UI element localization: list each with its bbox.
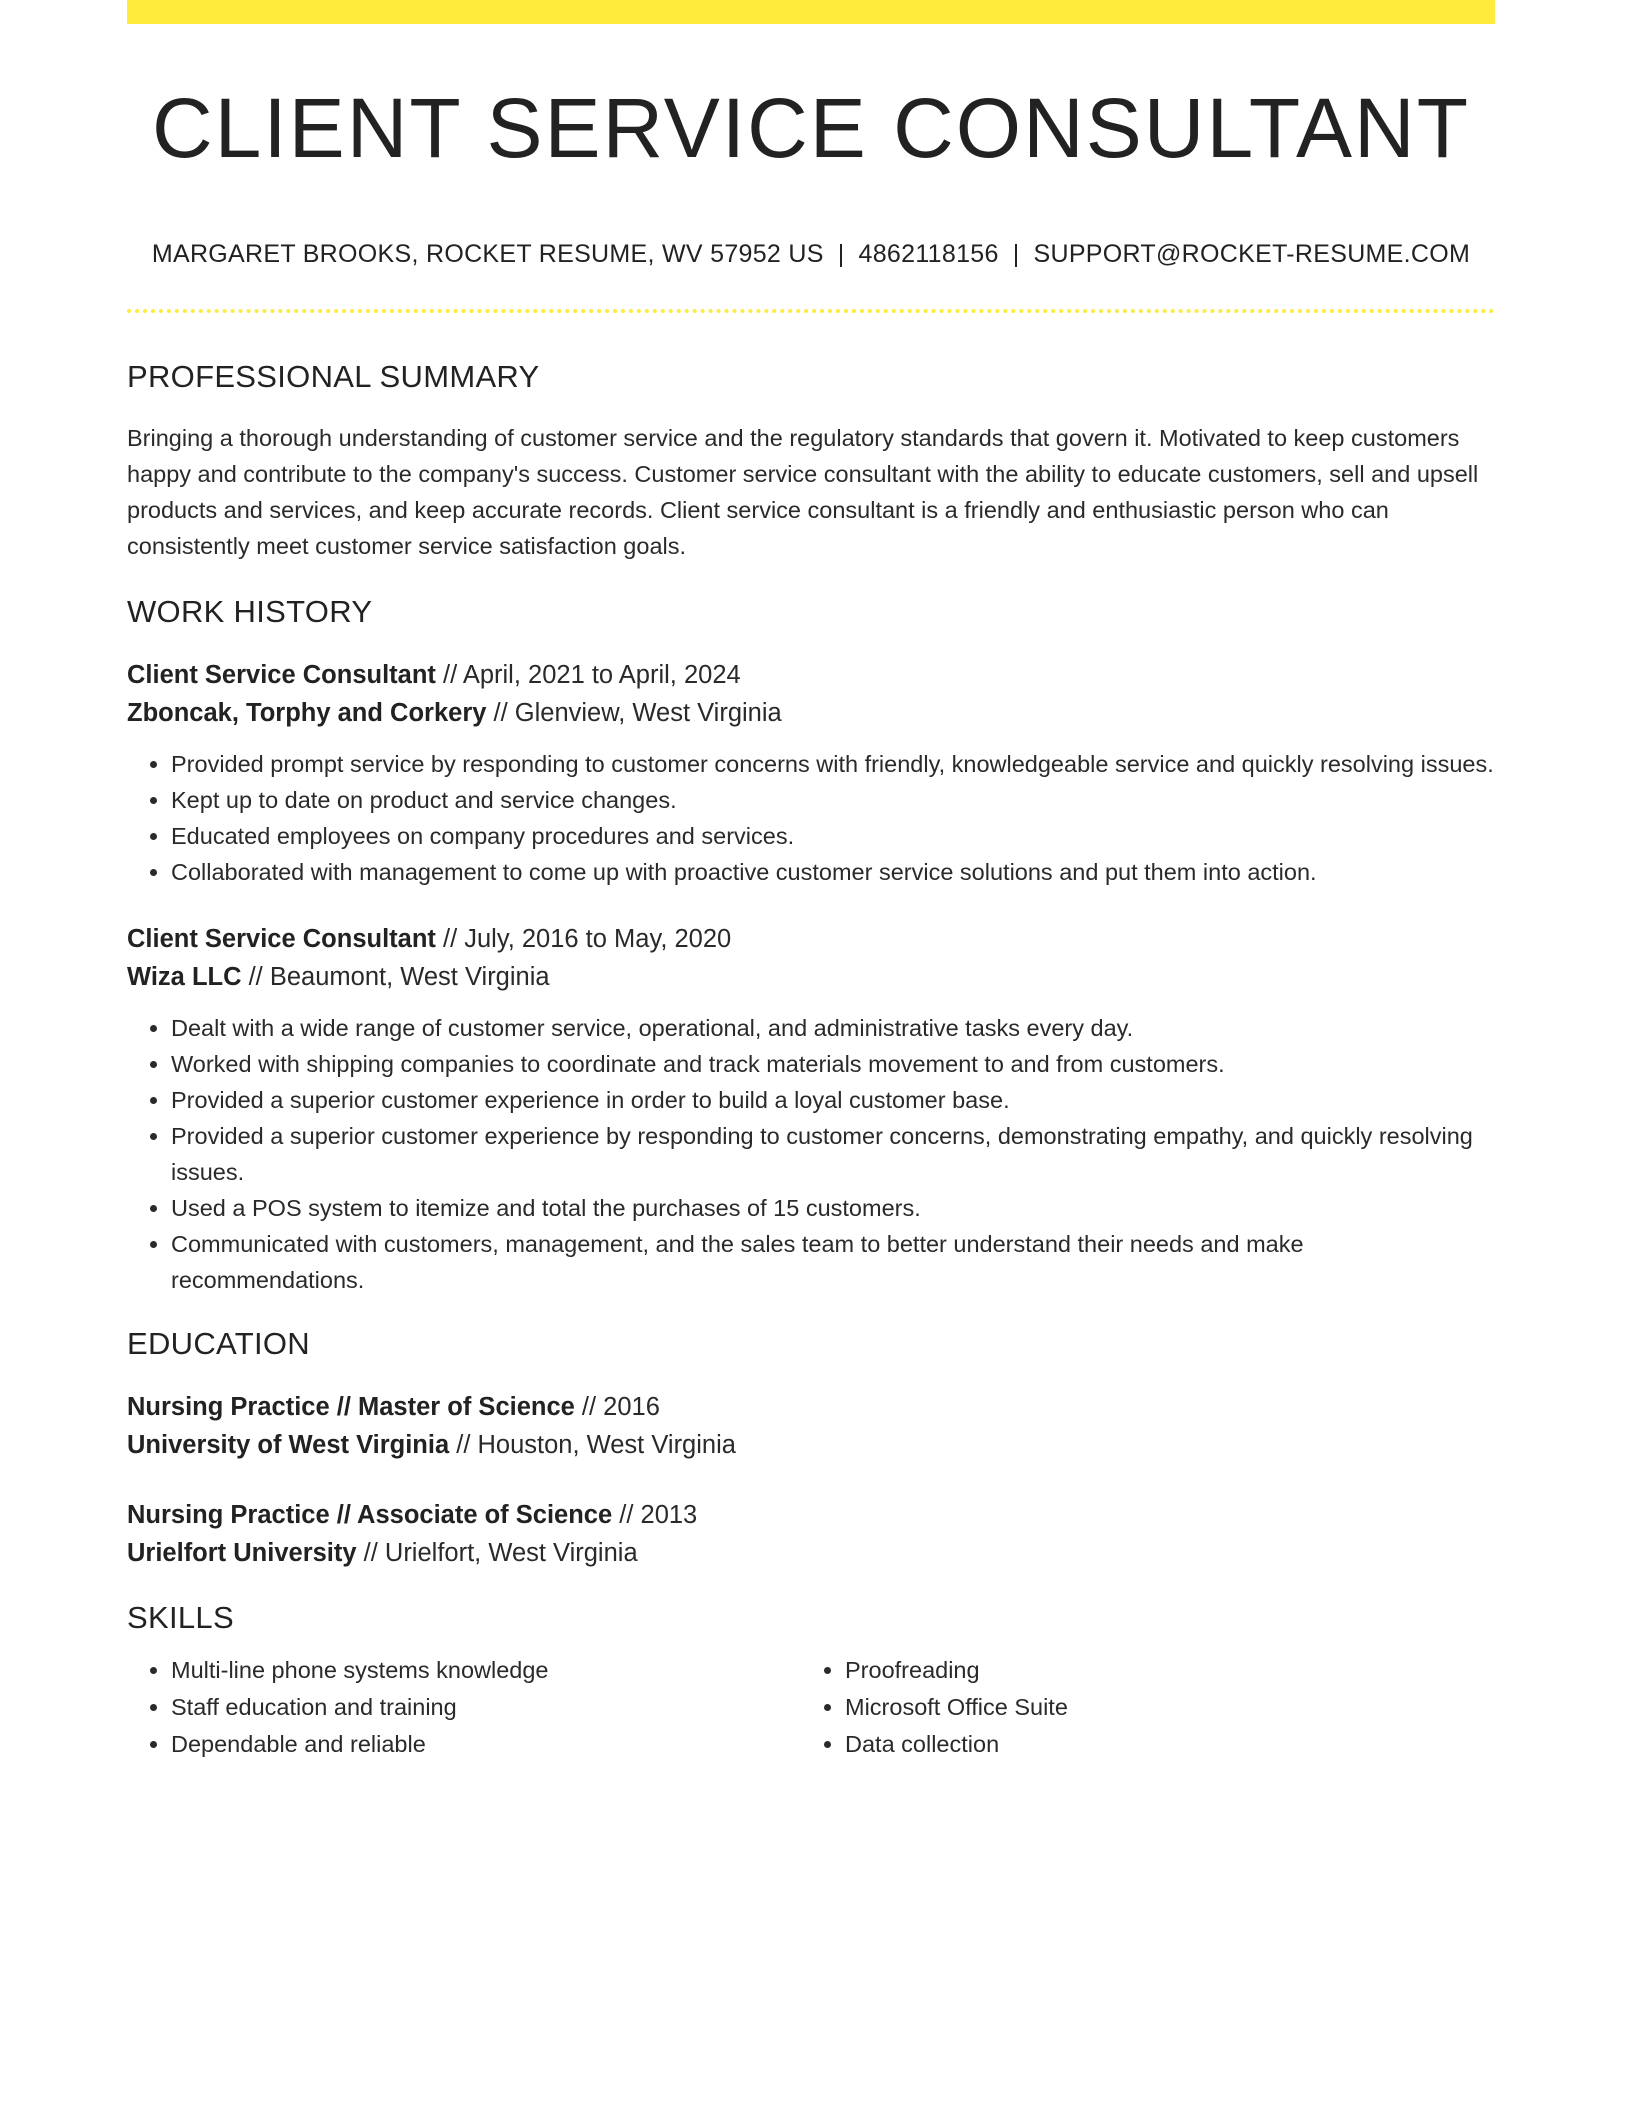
degree-line	[127, 1496, 1495, 1534]
list-item: • Proofreading	[845, 1652, 1475, 1689]
list-item: • Provided a superior customer experience in order to build a loyal customer base.	[171, 1082, 1495, 1118]
school-location: // Houston, West Virginia	[449, 1431, 736, 1459]
job-dates: // July, 2016 to May, 2020	[435, 925, 732, 953]
list-item: • Used a POS system to itemize and total the purchases of 15 customers.	[171, 1190, 1495, 1226]
job-dates: // April, 2021 to April, 2024	[435, 661, 741, 689]
skills-list	[127, 1652, 1495, 1763]
job-title-line	[127, 656, 1495, 694]
degree-year: // 2016	[574, 1393, 660, 1421]
skills-column-left	[127, 1652, 801, 1763]
degree-line	[127, 1388, 1495, 1426]
education-entry	[127, 1496, 1495, 1572]
education-heading: EDUCATION	[127, 1326, 310, 1361]
list-item: • Dealt with a wide range of customer service, operational, and administrative tasks every day.	[171, 1010, 1495, 1046]
school-line	[127, 1426, 1495, 1464]
job-location: // Beaumont, West Virginia	[241, 963, 550, 991]
job-title: Client Service Consultant	[127, 661, 436, 689]
job-bullets	[127, 746, 1495, 890]
list-item: • Kept up to date on product and service changes.	[171, 782, 1495, 818]
job-bullets	[127, 1010, 1495, 1298]
summary-text: Bringing a thorough understanding of customer service and the regulatory standards that govern it. Motivated to keep customers happy and contribute to the company's success. Customer service consultant with the ability to educate customers, sell and upsell products and services, and keep accurate records. Client service consultant is a friendly and enthusiastic person who can consistently meet customer service satisfaction goals.	[127, 425, 1479, 559]
school: Urielfort University	[127, 1539, 357, 1567]
work-history-heading: WORK HISTORY	[127, 594, 373, 629]
contact-address: MARGARET BROOKS, ROCKET RESUME, WV 57952 US	[151, 240, 824, 268]
contact-phone: 4862118156	[858, 240, 999, 268]
skills-heading: SKILLS	[127, 1600, 234, 1635]
job-title: Client Service Consultant	[127, 925, 436, 953]
contact-email: SUPPORT@ROCKET-RESUME.COM	[1033, 240, 1471, 268]
skills-column-right	[801, 1652, 1475, 1763]
list-item: • Communicated with customers, management, and the sales team to better understand their needs and make recommendations.	[171, 1226, 1495, 1298]
list-item: • Dependable and reliable	[171, 1726, 801, 1763]
contact-line	[127, 240, 1495, 269]
job-company: Zboncak, Torphy and Corkery	[127, 699, 487, 727]
job-company-line	[127, 694, 1495, 732]
list-item: • Educated employees on company procedures and services.	[171, 818, 1495, 854]
list-item: • Collaborated with management to come up with proactive customer service solutions and put them into action.	[171, 854, 1495, 890]
job-entry	[127, 656, 1495, 890]
job-company: Wiza LLC	[127, 963, 242, 991]
list-item: • Multi-line phone systems knowledge	[171, 1652, 801, 1689]
degree-year: // 2013	[612, 1501, 698, 1529]
job-location: // Glenview, West Virginia	[486, 699, 782, 727]
degree: Nursing Practice // Associate of Science	[127, 1501, 613, 1529]
school-location: // Urielfort, West Virginia	[356, 1539, 638, 1567]
school: University of West Virginia	[127, 1431, 450, 1459]
education-entry	[127, 1388, 1495, 1464]
list-item: • Data collection	[845, 1726, 1475, 1763]
header-divider	[127, 309, 1495, 313]
list-item: • Worked with shipping companies to coordinate and track materials movement to and from customers.	[171, 1046, 1495, 1082]
list-item: • Provided a superior customer experience by responding to customer concerns, demonstrating empathy, and quickly resolving issues.	[171, 1118, 1495, 1190]
list-item: • Microsoft Office Suite	[845, 1689, 1475, 1726]
page-title: CLIENT SERVICE CONSULTANT	[151, 81, 1471, 175]
resume-page	[127, 0, 1495, 1763]
school-line	[127, 1534, 1495, 1572]
top-accent-bar	[127, 0, 1495, 24]
contact-separator: |	[1012, 240, 1020, 268]
job-company-line	[127, 958, 1495, 996]
job-entry	[127, 920, 1495, 1298]
degree: Nursing Practice // Master of Science	[127, 1393, 575, 1421]
summary-heading: PROFESSIONAL SUMMARY	[127, 359, 540, 394]
job-title-line	[127, 920, 1495, 958]
list-item: • Provided prompt service by responding to customer concerns with friendly, knowledgeable service and quickly resolving issues.	[171, 746, 1495, 782]
list-item: • Staff education and training	[171, 1689, 801, 1726]
contact-separator: |	[837, 240, 845, 268]
